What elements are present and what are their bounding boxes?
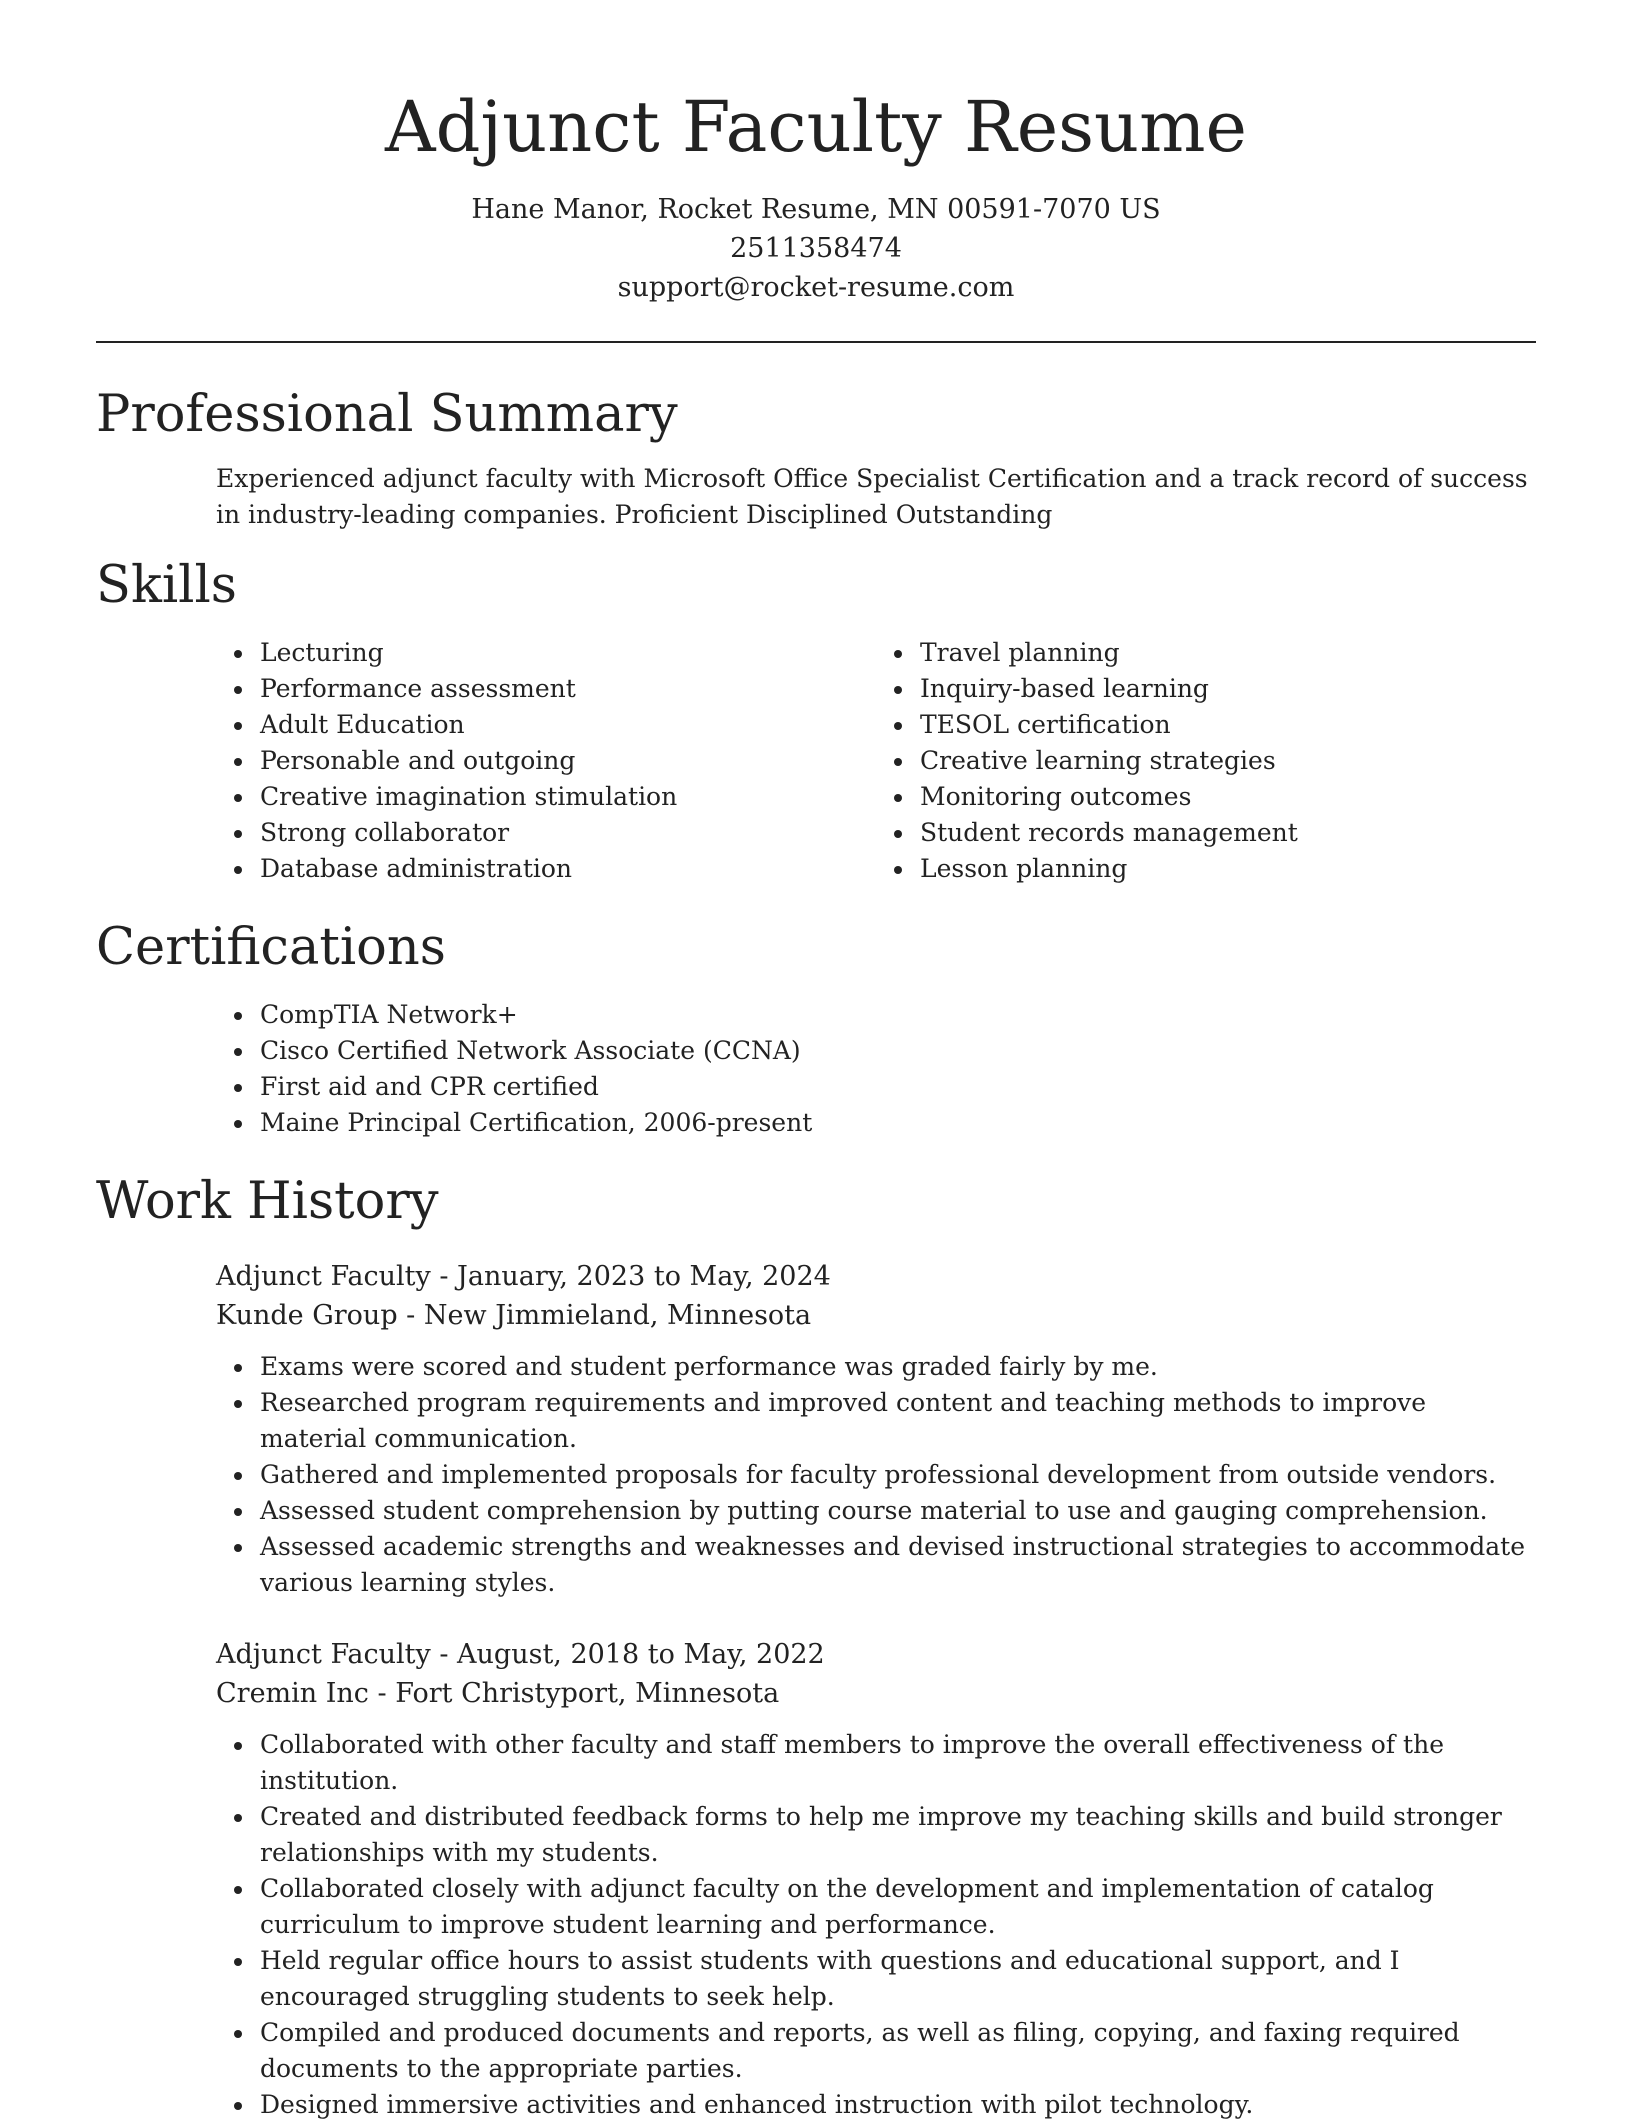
skill-item: • Adult Education <box>256 707 876 743</box>
skill-item: • Lecturing <box>256 635 876 671</box>
certification-item: • First aid and CPR certified <box>256 1069 1536 1105</box>
skill-item: • TESOL certification <box>916 707 1536 743</box>
page-title: Adjunct Faculty Resume <box>385 86 1247 168</box>
skill-item: • Creative imagination stimulation <box>256 779 876 815</box>
job-bullet: • Researched program requirements and improved content and teaching methods to improve material communication. <box>256 1385 1536 1457</box>
skill-item: • Student records management <box>916 815 1536 851</box>
summary-text: Experienced adjunct faculty with Microsoft Office Specialist Certification and a track record of success in industry-leading companies. Proficient Disciplined Outstanding <box>216 464 1528 529</box>
skill-item: • Creative learning strategies <box>916 743 1536 779</box>
job-bullets <box>216 1349 1536 1601</box>
skill-item: • Inquiry-based learning <box>916 671 1536 707</box>
skill-item: • Strong collaborator <box>256 815 876 851</box>
job-bullets <box>216 1727 1536 2123</box>
job-entry <box>216 1635 1536 2123</box>
certification-item: • Maine Principal Certification, 2006-present <box>256 1105 1536 1141</box>
skills-section <box>96 549 1536 887</box>
contact-info <box>0 190 1632 307</box>
job-title-line: Adjunct Faculty - August, 2018 to May, 2022 <box>216 1639 825 1670</box>
skill-item: • Lesson planning <box>916 851 1536 887</box>
contact-email: support@rocket-resume.com <box>617 272 1015 303</box>
contact-address: Hane Manor, Rocket Resume, MN 00591-7070 US <box>471 194 1161 225</box>
summary-heading: Professional Summary <box>96 385 678 444</box>
certifications-section <box>96 911 1536 1141</box>
skill-item: • Travel planning <box>916 635 1536 671</box>
work-history-section <box>96 1165 1536 2123</box>
skills-list-left <box>216 635 876 887</box>
resume-body <box>96 378 1536 2123</box>
skill-item: • Personable and outgoing <box>256 743 876 779</box>
job-bullet: • Created and distributed feedback forms to help me improve my teaching skills and build stronger relationships with my students. <box>256 1799 1536 1871</box>
job-title-line: Adjunct Faculty - January, 2023 to May, 2024 <box>216 1261 831 1292</box>
header-divider <box>96 341 1536 343</box>
job-company-line: Cremin Inc - Fort Christyport, Minnesota <box>216 1678 780 1709</box>
skills-columns <box>216 635 1536 887</box>
skills-heading: Skills <box>96 556 237 615</box>
skill-item: • Monitoring outcomes <box>916 779 1536 815</box>
job-bullet: • Gathered and implemented proposals for faculty professional development from outside vendors. <box>256 1457 1536 1493</box>
job-bullet: • Assessed academic strengths and weaknesses and devised instructional strategies to accommodate various learning styles. <box>256 1529 1536 1601</box>
job-bullet: • Compiled and produced documents and reports, as well as filing, copying, and faxing required documents to the appropriate parties. <box>256 2015 1536 2087</box>
work-history-heading: Work History <box>96 1172 439 1231</box>
job-company-line: Kunde Group - New Jimmieland, Minnesota <box>216 1300 812 1331</box>
certification-item: • CompTIA Network+ <box>256 997 1536 1033</box>
skill-item: • Performance assessment <box>256 671 876 707</box>
skills-list-right <box>876 635 1536 887</box>
job-bullet: • Exams were scored and student performance was graded fairly by me. <box>256 1349 1536 1385</box>
skill-item: • Database administration <box>256 851 876 887</box>
summary-section <box>96 378 1536 533</box>
job-entry <box>216 1257 1536 1601</box>
certifications-heading: Certifications <box>96 918 446 977</box>
job-bullet: • Collaborated closely with adjunct faculty on the development and implementation of catalog curriculum to improve student learning and performance. <box>256 1871 1536 1943</box>
contact-phone: 2511358474 <box>730 233 902 264</box>
job-bullet: • Designed immersive activities and enhanced instruction with pilot technology. <box>256 2087 1536 2123</box>
resume-header <box>0 0 1632 307</box>
certification-item: • Cisco Certified Network Associate (CCNA) <box>256 1033 1536 1069</box>
job-bullet: • Held regular office hours to assist students with questions and educational support, and I encouraged struggling students to seek help. <box>256 1943 1536 2015</box>
job-bullet: • Collaborated with other faculty and staff members to improve the overall effectiveness of the institution. <box>256 1727 1536 1799</box>
job-bullet: • Assessed student comprehension by putting course material to use and gauging comprehension. <box>256 1493 1536 1529</box>
certifications-list <box>216 997 1536 1141</box>
